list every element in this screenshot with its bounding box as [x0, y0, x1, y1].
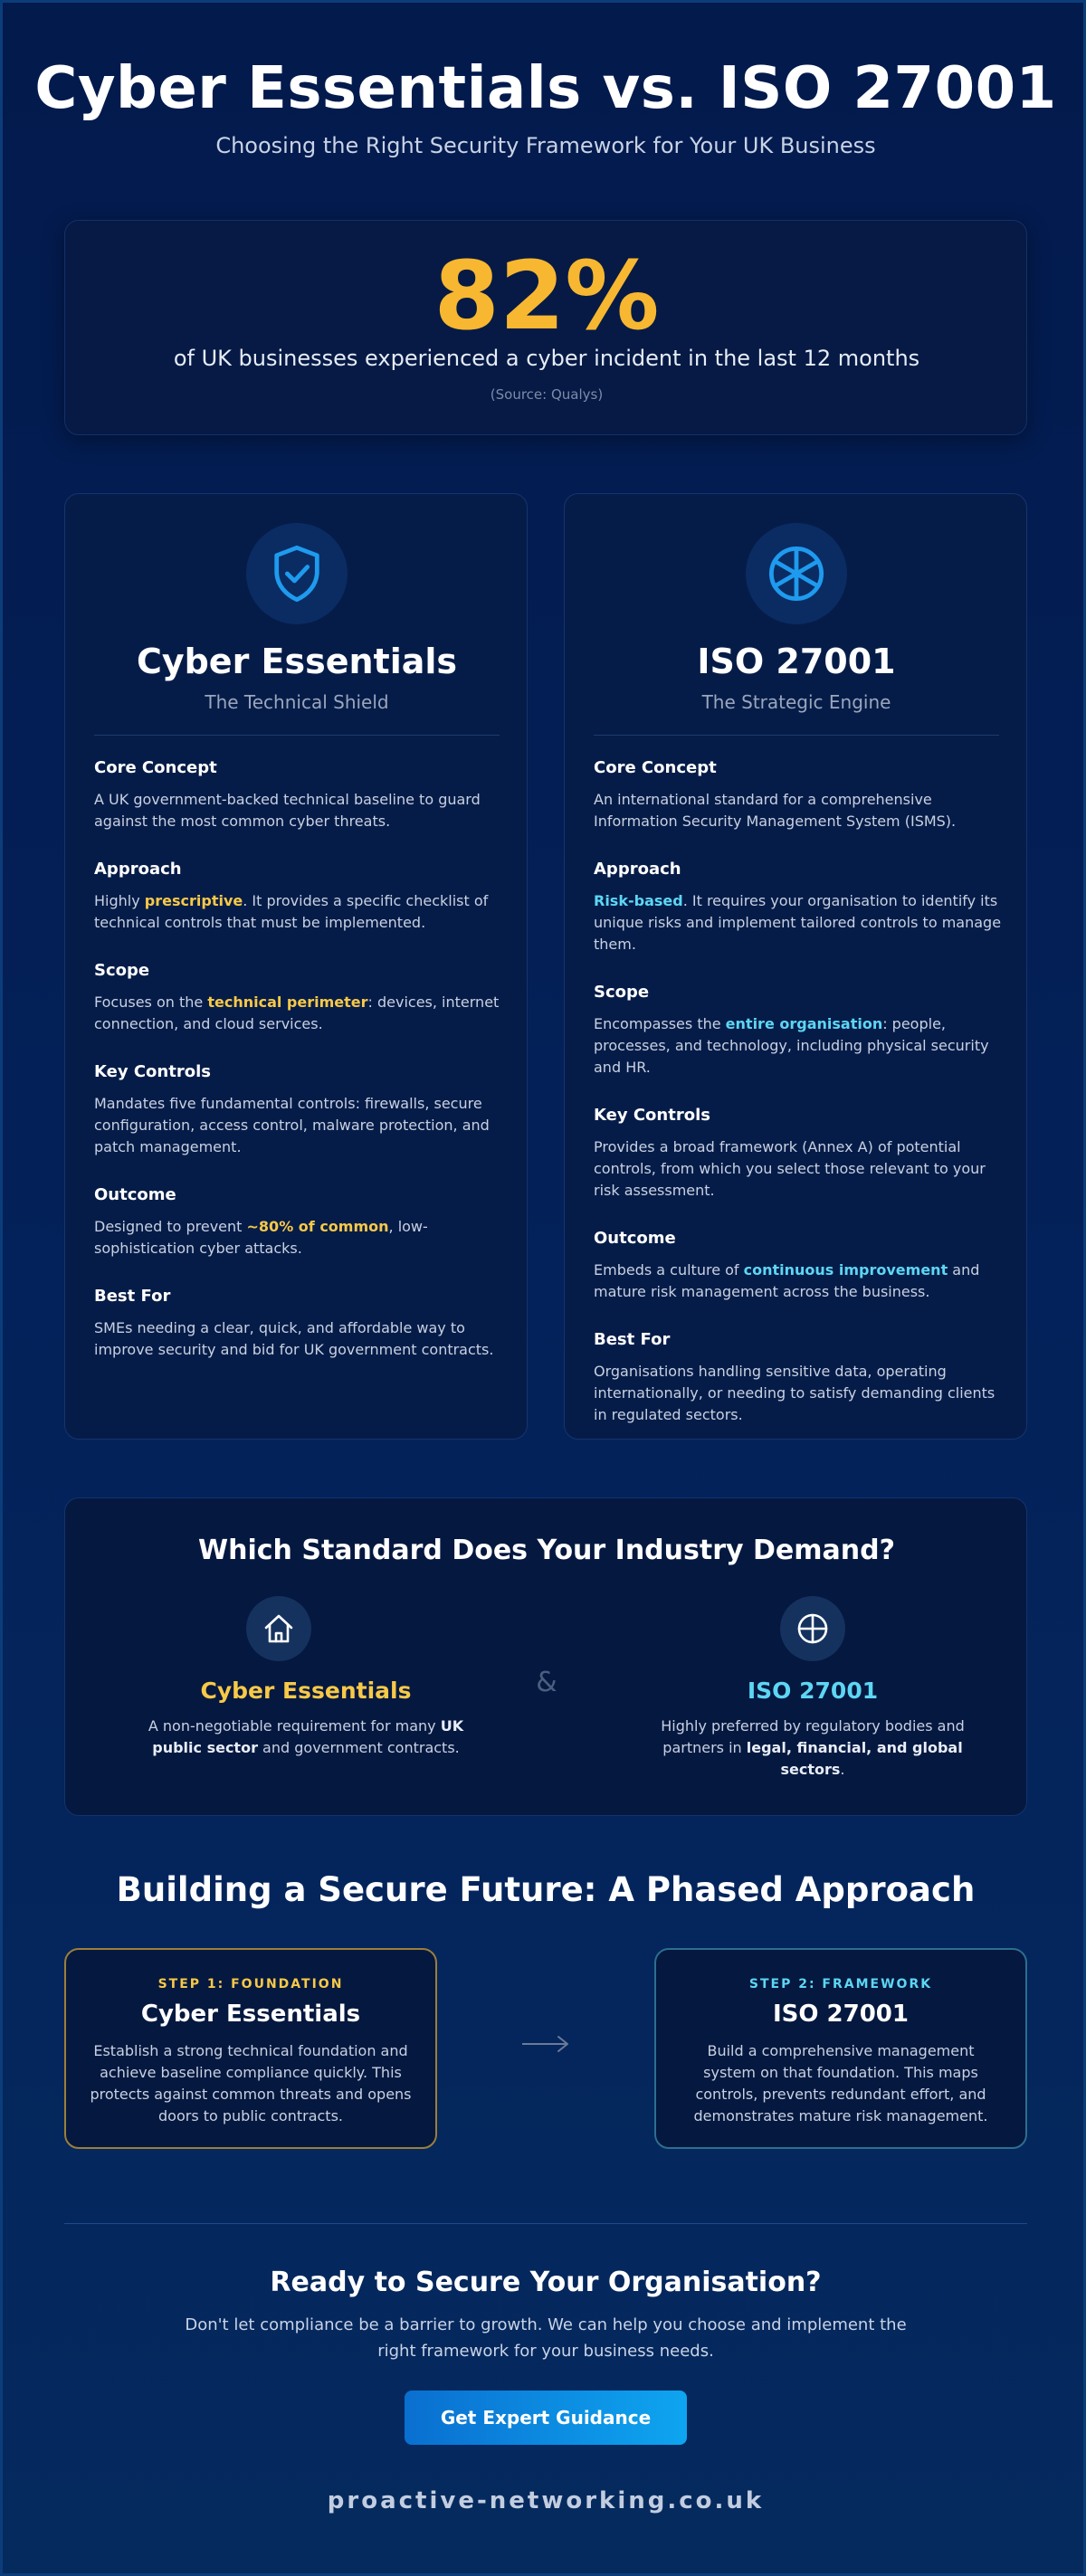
- card-subtitle: The Technical Shield: [205, 691, 389, 713]
- step-text: Establish a strong technical foundation and achieve baseline compliance quickly. This protects against common threats and opens doors to public contracts.: [90, 2042, 412, 2124]
- industry-right-text: [650, 1716, 976, 1781]
- industry-title: Which Standard Does Your Industry Demand?: [198, 1535, 895, 1566]
- card-sections: [94, 758, 503, 1388]
- section-text: [594, 1013, 1003, 1079]
- best-for-section: [594, 1330, 1003, 1426]
- highlight-text: continuous improvement: [743, 1261, 948, 1278]
- phased-title: Building a Secure Future: A Phased Approach: [116, 1870, 976, 1909]
- section-heading: Core Concept: [94, 758, 217, 777]
- section-text: A UK government-backed technical baseline to guard against the most common cyber threats.: [94, 791, 481, 830]
- page-subtitle: Choosing the Right Security Framework for Your UK Business: [215, 133, 876, 158]
- globe-icon: [780, 1596, 845, 1661]
- text-fragment: : people, processes, and technology, including physical security and HR.: [594, 1015, 989, 1076]
- card-sections: [594, 758, 1003, 1453]
- approach-section: [94, 860, 503, 934]
- scope-section: [594, 983, 1003, 1079]
- stat-card: [64, 220, 1027, 435]
- highlight-text: technical perimeter: [207, 993, 368, 1011]
- bold-text: legal, financial, and global sectors: [746, 1739, 963, 1778]
- section-text: Mandates five fundamental controls: firewalls, secure configuration, access control, malware protection, and patch management.: [94, 1095, 490, 1155]
- highlight-text: prescriptive: [144, 892, 243, 909]
- stat-value: 82%: [433, 241, 660, 351]
- best-for-section: [94, 1287, 503, 1361]
- text-fragment: and mature risk management across the business.: [594, 1261, 980, 1300]
- section-heading: Key Controls: [94, 1062, 211, 1081]
- section-text: [94, 1216, 503, 1259]
- core-concept-section: [94, 758, 503, 832]
- stat-source: (Source: Qualys): [490, 386, 604, 403]
- highlight-text: ~80% of common: [246, 1218, 389, 1235]
- arrow-right-icon: [520, 2033, 571, 2055]
- step-label: STEP 1: FOUNDATION: [157, 1977, 344, 1991]
- section-heading: Approach: [594, 860, 681, 879]
- stat-text: of UK businesses experienced a cyber incident in the last 12 months: [173, 346, 920, 371]
- section-text: [94, 992, 503, 1035]
- shield-check-icon: [246, 523, 348, 624]
- step-name: ISO 27001: [772, 2001, 909, 2028]
- iso-27001-card: [564, 493, 1027, 1440]
- cta-title: Ready to Secure Your Organisation?: [270, 2267, 822, 2298]
- text-fragment: Highly preferred by regulatory bodies and partners in: [661, 1717, 965, 1756]
- approach-section: [594, 860, 1003, 955]
- outcome-section: [594, 1229, 1003, 1303]
- section-text: An international standard for a comprehensive Information Security Management System (ISMS).: [594, 791, 957, 830]
- section-heading: Outcome: [94, 1185, 176, 1204]
- text-fragment: A non-negotiable requirement for many: [148, 1717, 441, 1735]
- text-fragment: . It provides a specific checklist of technical controls that must be implemented.: [94, 892, 489, 931]
- get-expert-guidance-button[interactable]: Get Expert Guidance: [405, 2391, 687, 2445]
- bold-text: UK public sector: [152, 1717, 464, 1756]
- scope-section: [94, 961, 503, 1035]
- section-text: SMEs needing a clear, quick, and affordable way to improve security and bid for UK government contracts.: [94, 1319, 494, 1358]
- text-fragment: Focuses on the: [94, 993, 208, 1011]
- text-fragment: , low-sophistication cyber attacks.: [94, 1218, 428, 1257]
- industry-left-name: Cyber Essentials: [200, 1678, 412, 1704]
- section-heading: Outcome: [594, 1229, 676, 1248]
- text-fragment: : devices, internet connection, and cloud services.: [94, 993, 500, 1032]
- page-title: Cyber Essentials vs. ISO 27001: [34, 55, 1057, 122]
- section-heading: Best For: [594, 1330, 671, 1349]
- cyber-essentials-card: [64, 493, 528, 1440]
- highlight-text: entire organisation: [725, 1015, 883, 1032]
- outcome-section: [94, 1185, 503, 1259]
- section-heading: Core Concept: [594, 758, 717, 777]
- card-subtitle: The Strategic Engine: [701, 691, 891, 713]
- section-text: Provides a broad framework (Annex A) of potential controls, from which you select those relevant to your risk assessment.: [594, 1138, 986, 1199]
- key-controls-section: [594, 1106, 1003, 1202]
- step-label: STEP 2: FRAMEWORK: [748, 1977, 933, 1991]
- cta-text: Don't let compliance be a barrier to growth. We can help you choose and implement the right framework for your business needs.: [185, 2315, 907, 2361]
- industry-left-text: [143, 1716, 469, 1759]
- section-heading: Key Controls: [594, 1106, 710, 1125]
- text-fragment: Designed to prevent: [94, 1218, 247, 1235]
- key-controls-section: [94, 1062, 503, 1158]
- step-name: Cyber Essentials: [140, 2001, 361, 2028]
- card-title: ISO 27001: [697, 642, 896, 681]
- divider: [594, 735, 999, 736]
- text-fragment: Embeds a culture of: [594, 1261, 744, 1278]
- industry-card: [64, 1497, 1027, 1816]
- card-title: Cyber Essentials: [136, 642, 458, 681]
- highlight-text: Risk-based: [594, 892, 683, 909]
- house-icon: [246, 1596, 311, 1661]
- step-text: Build a comprehensive management system on that foundation. This maps controls, prevents redundant effort, and demonstrates mature risk management.: [693, 2042, 988, 2124]
- text-fragment: .: [840, 1761, 845, 1778]
- core-concept-section: [594, 758, 1003, 832]
- section-text: [594, 890, 1003, 955]
- ampersand-separator: &: [536, 1667, 557, 1698]
- wheel-icon: [746, 523, 847, 624]
- section-heading: Scope: [94, 961, 150, 980]
- text-fragment: . It requires your organisation to identify its unique risks and implement tailored controls to manage them.: [594, 892, 1002, 953]
- step-2-card: [654, 1948, 1027, 2149]
- section-text: Organisations handling sensitive data, operating internationally, or needing to satisfy demanding clients in regulated sectors.: [594, 1363, 996, 1423]
- industry-right-name: ISO 27001: [747, 1678, 879, 1704]
- section-text: [594, 1259, 1003, 1303]
- text-fragment: Highly: [94, 892, 145, 909]
- divider: [94, 735, 500, 736]
- footer-website-link[interactable]: proactive-networking.co.uk: [327, 2487, 765, 2514]
- section-heading: Scope: [594, 983, 650, 1002]
- text-fragment: and government contracts.: [257, 1739, 460, 1756]
- text-fragment: Encompasses the: [594, 1015, 726, 1032]
- section-text: [94, 890, 503, 934]
- section-heading: Approach: [94, 860, 182, 879]
- divider: [64, 2223, 1027, 2224]
- step-1-card: [64, 1948, 437, 2149]
- section-heading: Best For: [94, 1287, 171, 1306]
